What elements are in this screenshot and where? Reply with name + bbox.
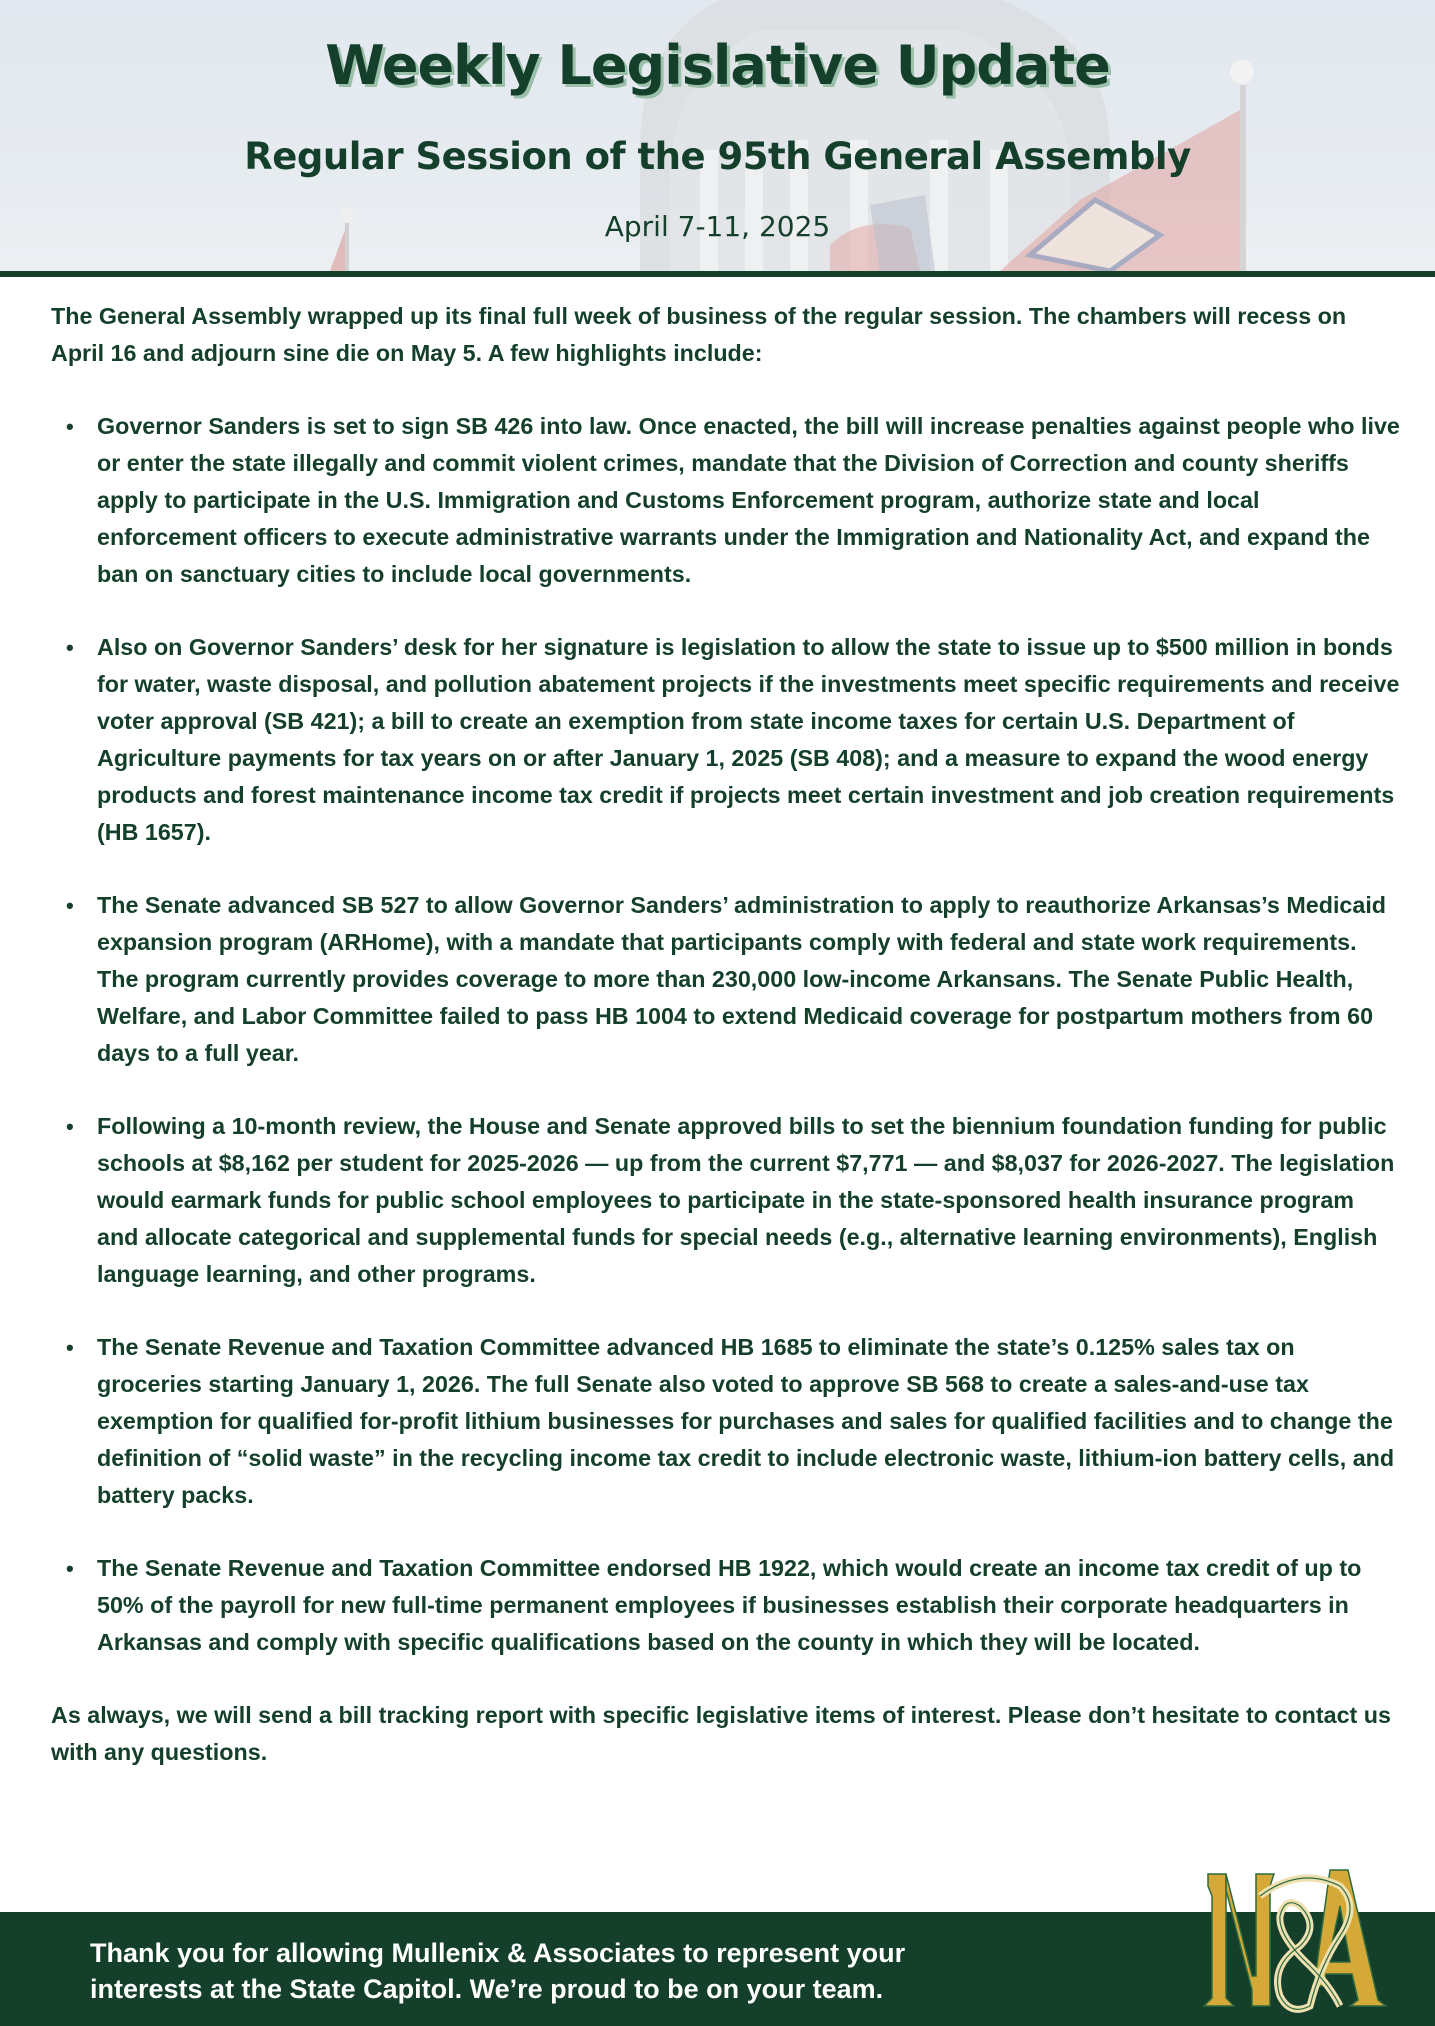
bullet-icon: •: [66, 1556, 74, 1581]
highlight-text: Governor Sanders is set to sign SB 426 into law. Once enacted, the bill will increase penalties against people who live or enter the state illegally and commit violent crimes, mandate that the Division of Correction and county sheriffs apply to participate in the U.S. Immigration and Customs Enforcement program, authorize state and local enforcement officers to execute administrative warrants under the Immigration and Nationality Act, and expand the ban on sanctuary cities to include local governments.: [97, 413, 1400, 587]
footer-message-line: interests at the State Capitol. We’re proud to be on your team.: [90, 1974, 884, 2004]
bullet-icon: •: [66, 893, 74, 918]
date-range: April 7-11, 2025: [604, 210, 831, 243]
highlight-item: [51, 408, 1401, 593]
bullet-icon: •: [66, 1335, 74, 1360]
intro-paragraph: The General Assembly wrapped up its final full week of business of the regular session. The chambers will recess on April 16 and adjourn sine die on May 5. A few highlights include:: [51, 303, 1347, 366]
highlight-text: The Senate advanced SB 527 to allow Governor Sanders’ administration to apply to reauthorize Arkansas’s Medicaid expansion program (ARHome), with a mandate that participants comply with federal and state work requirements. The program currently provides coverage to more than 230,000 low-income Arkansans. The Senate Public Health, Welfare, and Labor Committee failed to pass HB 1004 to extend Medicaid coverage for postpartum mothers from 60 days to a full year.: [97, 892, 1387, 1066]
highlight-item: [51, 1108, 1401, 1293]
footer-message: [90, 1935, 1090, 2007]
footer-message-line: Thank you for allowing Mullenix & Associates to represent your: [90, 1938, 906, 1968]
highlight-text: The Senate Revenue and Taxation Committee endorsed HB 1922, which would create an income tax credit of up to 50% of the payroll for new full-time permanent employees if businesses establish their corporate headquarters in Arkansas and comply with specific qualifications based on the county in which they will be located.: [97, 1555, 1362, 1655]
mullenix-associates-logo-icon: [1190, 1866, 1390, 2016]
highlight-text: Following a 10-month review, the House and Senate approved bills to set the biennium foundation funding for public schools at $8,162 per student for 2025-2026 — up from the current $7,771 — and $8,037 for 2026-2027. The legislation would earmark funds for public school employees to participate in the state-sponsored health insurance program and allocate categorical and supplemental funds for special needs (e.g., alternative learning environments), English language learning, and other programs.: [97, 1113, 1395, 1287]
highlight-item: [51, 1329, 1401, 1514]
header-divider: [0, 271, 1435, 277]
page-subtitle: Regular Session of the 95th General Assembly: [244, 135, 1191, 178]
highlight-item: [51, 629, 1401, 851]
newsletter-body: [51, 298, 1401, 1771]
bullet-icon: •: [66, 635, 74, 660]
page-title: Weekly Legislative Update: [325, 34, 1110, 97]
highlights-list: [51, 408, 1401, 1661]
highlight-text: The Senate Revenue and Taxation Committee advanced HB 1685 to eliminate the state’s 0.125% sales tax on groceries starting January 1, 2026. The full Senate also voted to approve SB 568 to create a sales-and-use tax exemption for qualified for-profit lithium businesses for purchases and sales for qualified facilities and to change the definition of “solid waste” in the recycling income tax credit to include electronic waste, lithium-ion battery cells, and battery packs.: [97, 1334, 1395, 1508]
highlight-item: [51, 1550, 1401, 1661]
bullet-icon: •: [66, 1114, 74, 1139]
closing-paragraph: As always, we will send a bill tracking report with specific legislative items of interest. Please don’t hesitate to contact us with any questions.: [51, 1702, 1391, 1765]
highlight-text: Also on Governor Sanders’ desk for her signature is legislation to allow the state to issue up to $500 million in bonds for water, waste disposal, and pollution abatement projects if the investments meet specific requirements and receive voter approval (SB 421); a bill to create an exemption from state income taxes for certain U.S. Department of Agriculture payments for tax years on or after January 1, 2025 (SB 408); and a measure to expand the wood energy products and forest maintenance income tax credit if projects meet certain investment and job creation requirements (HB 1657).: [97, 634, 1400, 845]
header-banner: [0, 0, 1435, 271]
bullet-icon: •: [66, 414, 74, 439]
highlight-item: [51, 887, 1401, 1072]
